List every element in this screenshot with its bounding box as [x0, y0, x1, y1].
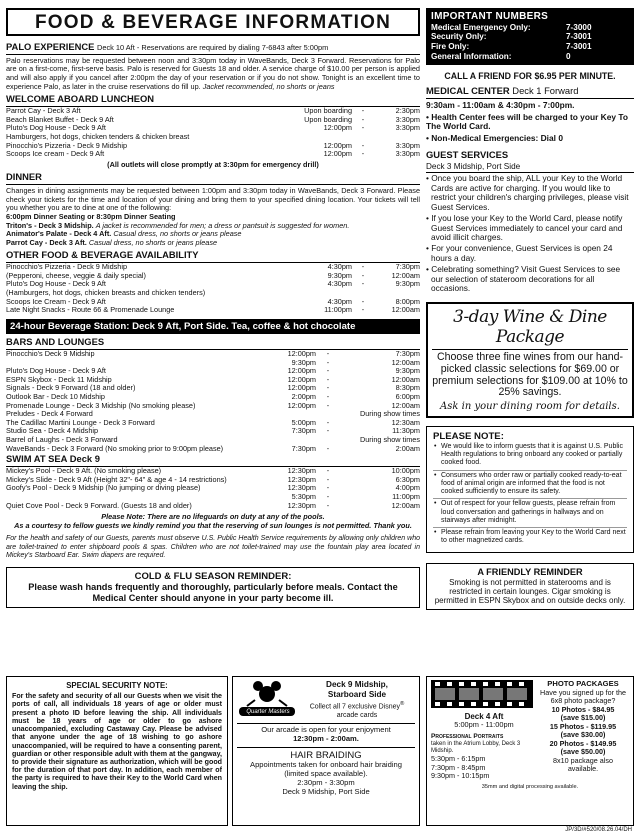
braiding-hours: 2:30pm - 3:30pm — [297, 778, 355, 788]
guest-bullet-1: • Once you board the ship, ALL your Key to the World Cards are active for charging. If you would like to restrict your children's charging privileges, please visit Guest Services. — [426, 172, 629, 213]
please-note-heading: PLEASE NOTE: — [433, 430, 504, 442]
dinner-heading: DINNER — [6, 172, 420, 185]
schedule-dash: - — [361, 140, 365, 150]
schedule-row — [6, 306, 420, 315]
schedule-row — [6, 419, 420, 428]
please-note-box — [426, 426, 634, 553]
please-note-item: • Consumers who order raw or partially cooked ready-to-eat food of animal origin are informed that the food is not cooked sufficiently to ensure its safety. — [433, 472, 627, 500]
schedule-name: Outlook Bar - Deck 10 Midship — [6, 393, 105, 402]
number-value: 0 — [566, 51, 571, 61]
number-row — [431, 32, 629, 42]
wine-ask: Ask in your dining room for details. — [440, 400, 620, 412]
animators-label: Animator's Palate - Deck 4 Aft. — [6, 229, 112, 239]
schedule-row — [6, 289, 420, 298]
swim-deck: Deck 9 — [69, 453, 100, 465]
schedule-dash: - — [326, 392, 330, 402]
schedule-end: 12:00am — [391, 400, 420, 410]
wine-heading: 3-day Wine & Dine Package — [432, 307, 628, 350]
schedule-row — [6, 150, 420, 159]
schedule-row — [6, 359, 420, 368]
portrait-time-1: 5:30pm - 6:15pm — [431, 754, 486, 764]
schedule-row — [6, 502, 420, 511]
schedule-name: Mickey's Slide - Deck 9 Aft (Height 32"- 64" & age 4 - 14 restrictions) — [6, 475, 227, 484]
portraits-location: taken in the Atrium Lobby, Deck 3 Midship. — [431, 740, 521, 755]
number-value: 7-3000 — [566, 22, 592, 32]
page-title: FOOD & BEVERAGE INFORMATION — [6, 8, 420, 36]
packages-intro: Have you signed up for the 6x8 photo package? — [540, 687, 626, 706]
schedule-name — [6, 493, 266, 502]
schedule-end: During show times — [359, 435, 420, 445]
guest-bullet-3: • For your convenience, Guest Services is open 24 hours a day. — [426, 243, 613, 264]
schedule-end: 7:30pm — [395, 262, 420, 272]
photo-box — [426, 676, 634, 826]
schedule-name: Pinocchio's Deck 9 Midship — [6, 350, 95, 358]
arcade-logo-text: Quarter Masters — [246, 709, 290, 715]
number-label: Fire Only: — [431, 42, 470, 52]
medical-title: MEDICAL CENTER — [426, 84, 510, 96]
schedule-start: 7:30pm — [291, 426, 316, 436]
schedule-name: Preludes - Deck 4 Forward — [6, 410, 93, 419]
schedule-end: 12:00am — [391, 270, 420, 280]
schedule-start: 11:00pm — [324, 305, 352, 315]
portrait-time-2: 7:30pm - 8:45pm — [431, 762, 486, 772]
tritons-dress: A jacket is recommended for men; a dress or pantsuit is suggested for women. — [95, 220, 350, 230]
palo-body: Palo reservations may be requested between noon and 3:30pm today in WaveBands, Deck 3 Forward. Reservations for Palo are on a first-come, first-serve basis. Palo is reserved for Guests 18 and older. A service charge of $10.00 per person is applied and will also apply if you cancel after 2:00pm the day of your reservation or if you do not show. Tonight is an excellent time to experience Palo, as later in the cruise reservations do fill up. — [6, 55, 420, 91]
arcade-logo — [237, 680, 299, 716]
medical-fees: • Health Center fees will be charged to your Key To The World Card. — [426, 111, 628, 132]
schedule-row — [6, 298, 420, 307]
portrait-time-3: 9:30pm - 10:15pm — [431, 771, 490, 781]
braiding-location: Deck 9 Midship, Port Side — [282, 787, 370, 797]
film-note: 35mm and digital processing available. — [481, 783, 579, 790]
number-row — [431, 52, 629, 62]
health-note: For the health and safety of our Guests, parents must observe U.S. Public Health Service requirements by allowing only children who are toilet-trained to enter shipboard pools & spas. Children who are not toilet-trained may use the fountain play area located in Mickey's Starboard Ear. Swim diapers are required. — [6, 535, 420, 559]
photo-packages — [537, 680, 629, 781]
package-10: 10 Photos - $84.95 — [551, 704, 615, 714]
arcade-loc-line2: Starboard Side — [327, 689, 387, 699]
schedule-start: 4:30pm — [327, 296, 352, 306]
schedule-end: 2:00am — [395, 443, 420, 453]
schedule-start: 12:00pm — [287, 374, 316, 384]
schedule-start: 12:00pm — [323, 140, 352, 150]
schedule-dash: - — [326, 466, 330, 476]
schedule-dash: - — [326, 374, 330, 384]
schedule-name: Mickey's Pool - Deck 9 Aft. (No smoking please) — [6, 467, 162, 476]
package-15-save: (save $30.00) — [560, 730, 606, 740]
schedule-start: 12:00pm — [287, 349, 316, 358]
number-label: Medical Emergency Only: — [431, 22, 531, 32]
call-friend: CALL A FRIEND FOR $6.95 PER MINUTE. — [444, 71, 616, 82]
lunch-heading: WELCOME ABOARD LUNCHEON — [6, 94, 420, 107]
schedule-end: 7:30pm — [395, 349, 420, 358]
schedule-name: (Pepperoni, cheese, veggie & daily special) — [6, 271, 146, 280]
number-row — [431, 23, 629, 33]
schedule-name: Pinocchio's Pizzeria - Deck 9 Midship — [6, 141, 128, 150]
lunch-note: (All outlets will close promptly at 3:30pm for emergency drill) — [107, 159, 319, 169]
schedule-name: Scoops Ice Cream - Deck 9 Aft — [6, 297, 106, 306]
palo-title: PALO EXPERIENCE — [6, 41, 95, 52]
lunch-list — [6, 107, 420, 159]
schedule-start: 5:00pm — [291, 417, 316, 427]
friendly-reminder-box — [426, 563, 634, 610]
arcade-location — [299, 680, 415, 720]
schedule-start: 12:00pm — [287, 383, 316, 393]
arcade-loc-line1: Deck 9 Midship, — [326, 680, 388, 689]
schedule-start: 12:30pm — [287, 500, 316, 510]
schedule-row — [6, 133, 420, 142]
schedule-start: Upon boarding — [304, 114, 352, 124]
schedule-dash: - — [326, 349, 330, 358]
schedule-dash: - — [326, 426, 330, 436]
schedule-dash: - — [361, 262, 365, 272]
friendly-text: Smoking is not permitted in staterooms and is restricted in certain lounges. Cigar smoking is permitted in ESPN Skybox and on outside decks only. — [434, 577, 626, 606]
please-note-list — [433, 443, 627, 548]
schedule-dash: - — [361, 296, 365, 306]
schedule-start: 12:00pm — [323, 149, 352, 159]
schedule-dash: - — [361, 114, 365, 124]
number-label: Security Only: — [431, 32, 487, 42]
schedule-name: Hamburgers, hot dogs, chicken tenders & chicken breast — [6, 132, 190, 141]
cold-flu-text: Please wash hands frequently and thoroughly, particularly before meals. Contact the Medical Center should anyone in your party become ill. — [28, 582, 398, 604]
photo-left — [431, 680, 537, 781]
schedule-start: 12:30pm — [287, 466, 316, 476]
number-value: 7-3001 — [566, 42, 592, 52]
schedule-dash: - — [361, 123, 365, 133]
cold-flu-box — [6, 567, 420, 608]
arcade-box — [232, 676, 420, 826]
schedule-start: 7:30pm — [291, 443, 316, 453]
schedule-row — [6, 384, 420, 393]
schedule-dash: - — [326, 383, 330, 393]
schedule-row — [6, 263, 420, 272]
schedule-end: 11:00pm — [392, 491, 420, 501]
medical-heading — [426, 86, 634, 99]
schedule-name: Pinocchio's Pizzeria - Deck 9 Midship — [6, 263, 128, 272]
braiding-text: Appointments taken for onboard hair braiding (limited space available). — [250, 760, 402, 779]
braiding-heading: HAIR BRAIDING — [237, 747, 415, 761]
schedule-row — [6, 272, 420, 281]
wine-package-box — [426, 302, 634, 417]
dinner-text: Changes in dining assignments may be requested between 1:00pm and 3:30pm today in WaveBands, Deck 3 Forward. Please check your tickets for the time and location of your dining and bring them to your specified dining location. Your tickets will tell you whether you are to dine at one of the following: — [6, 186, 420, 213]
arcade-collect-text: Collect all 7 exclusive Disney — [309, 703, 400, 711]
parrot-line — [6, 239, 420, 248]
schedule-row — [6, 445, 420, 454]
animators-dress: Casual dress, no shorts or jeans please — [113, 229, 242, 239]
schedule-dash: - — [326, 400, 330, 410]
schedule-name: Beach Blanket Buffet - Deck 9 Aft — [6, 115, 114, 124]
arcade-hours: 12:30pm - 2:00am. — [293, 734, 359, 744]
schedule-row — [6, 402, 420, 411]
schedule-end: 3:30pm — [395, 123, 420, 133]
schedule-name: The Cadillac Martini Lounge - Deck 3 Forward — [6, 418, 155, 427]
schedule-dash: - — [326, 491, 330, 501]
schedule-dash: - — [361, 279, 365, 289]
palo-head-note: Deck 10 Aft - Reservations are required by dialing 7-6843 after 5:00pm — [97, 43, 329, 52]
schedule-row — [6, 493, 420, 502]
guest-services-heading: GUEST SERVICES — [426, 149, 509, 161]
schedule-end: 4:00pm — [395, 483, 420, 493]
schedule-end: 3:30pm — [395, 140, 420, 150]
schedule-dash: - — [361, 106, 365, 116]
bars-heading: BARS AND LOUNGES — [6, 337, 420, 350]
schedule-end: 12:30am — [391, 417, 420, 427]
schedule-row — [6, 350, 420, 359]
schedule-start: 12:00pm — [287, 400, 316, 410]
portraits-heading: Professional Portraits — [431, 733, 504, 741]
parrot-label: Parrot Cay - Deck 3 Aft. — [6, 237, 87, 247]
schedule-row — [6, 436, 420, 445]
package-15: 15 Photos - $119.95 — [549, 721, 617, 731]
schedule-row — [6, 467, 420, 476]
guest-services-list — [426, 174, 634, 294]
security-text: For the safety and security of all our Guests when we visit the ports of call, all individuals 18 years of age or older must present a photo ID before leaving the ship. All individuals must be 18 years of age or older to go ashore unaccompanied, excluding Castaway Cay. Please be advised that anyone under the age of 18 wishing to go ashore unaccompanied, will be required to have a consenting parent, guardian or other responsible adult with them at the gangway, to provide their signature as authorization, which will be good for the duration of that port day. In addition, each member of the party is required to have their Key to the World Card when leaving the ship. — [12, 692, 222, 791]
palo-dress-code: Jacket recommended, no shorts or jeans — [202, 81, 335, 91]
schedule-dash: - — [326, 357, 330, 367]
schedule-end: 9:30pm — [395, 279, 420, 289]
number-row — [431, 42, 629, 52]
guest-services-location: Deck 3 Midship, Port Side — [426, 162, 634, 173]
bars-list — [6, 350, 420, 453]
schedule-name: ESPN Skybox - Deck 11 Midship — [6, 375, 112, 384]
parrot-dress: Casual dress, no shorts or jeans please — [88, 237, 218, 247]
schedule-name: Parrot Cay - Deck 3 Aft — [6, 107, 81, 116]
schedule-name: Promenade Lounge - Deck 3 Midship (No smoking please) — [6, 401, 196, 410]
footer-code: JP/3D/#520/08.26.04/DH — [565, 827, 632, 833]
schedule-start: 12:00pm — [323, 123, 352, 133]
lounge-note: As a courtesy to fellow guests we kindly remind you that the reserving of sun lounges is not permitted. Thank you. — [14, 520, 412, 530]
cold-flu-heading: COLD & FLU SEASON REMINDER: — [134, 571, 292, 583]
schedule-name: (Hamburgers, hot dogs, chicken breasts and chicken tenders) — [6, 289, 206, 298]
photo-content — [431, 680, 629, 781]
schedule-dash: - — [326, 483, 330, 493]
important-numbers-heading: IMPORTANT NUMBERS — [431, 11, 549, 22]
palo-text — [6, 57, 420, 91]
schedule-name: Scoops Ice cream - Deck 9 Aft — [6, 150, 105, 159]
schedule-row — [6, 476, 420, 485]
schedule-row — [6, 393, 420, 402]
right-column — [426, 8, 634, 610]
schedule-end: 12:00am — [391, 357, 420, 367]
schedule-row — [6, 280, 420, 289]
schedule-name — [6, 359, 266, 368]
schedule-dash: - — [326, 500, 330, 510]
schedule-dash: - — [326, 417, 330, 427]
medical-deck: Deck 1 Forward — [512, 84, 579, 96]
schedule-end: 6:00pm — [395, 392, 420, 402]
schedule-start: 2:00pm — [291, 392, 316, 402]
photo-hours: 5:00pm - 11:00pm — [454, 720, 514, 730]
left-column — [6, 8, 420, 608]
schedule-end: 12:00am — [391, 305, 420, 315]
schedule-dash: - — [326, 474, 330, 484]
schedule-dash: - — [326, 366, 330, 376]
please-note-item: • We would like to inform guests that it is against U.S. Public Health regulations to bring onboard any cooked or partially cooked food. — [433, 443, 627, 471]
tritons-label: Triton's - Deck 3 Midship. — [6, 220, 94, 230]
schedule-start: 4:30pm — [327, 262, 352, 272]
schedule-row — [6, 124, 420, 133]
schedule-name: Quiet Cove Pool - Deck 9 Forward. (Guests 18 and older) — [6, 501, 192, 510]
schedule-end: 2:30pm — [395, 106, 420, 116]
palo-heading — [6, 42, 420, 55]
other-food-list — [6, 263, 420, 315]
swim-title: SWIM AT SEA — [6, 453, 68, 465]
package-10-save: (save $15.00) — [560, 713, 606, 723]
number-label: General Information: — [431, 51, 512, 61]
guest-bullet-4: • Celebrating something? Visit Guest Services to see our selection of stateroom decorations for all occasions. — [426, 263, 621, 294]
schedule-row — [6, 410, 420, 419]
arcade-header — [237, 680, 415, 720]
number-value: 7-3001 — [566, 32, 592, 42]
package-20-save: (save $50.00) — [560, 747, 606, 757]
schedule-name: Pluto's Dog House - Deck 9 Aft — [6, 280, 106, 289]
schedule-dash: - — [361, 270, 365, 280]
important-numbers-list — [431, 23, 629, 62]
swim-heading — [6, 454, 420, 467]
package-20: 20 Photos - $149.95 — [549, 738, 617, 748]
schedule-name: WaveBands - Deck 3 Forward (No smoking prior to 9:00pm please) — [6, 444, 224, 453]
schedule-row — [6, 427, 420, 436]
packages-heading: PHOTO PACKAGES — [547, 679, 619, 688]
schedule-end: 10:00pm — [391, 466, 420, 476]
schedule-start: 9:30pm — [291, 357, 316, 367]
schedule-row — [6, 367, 420, 376]
schedule-name: Studio Sea - Deck 4 Midship — [6, 427, 99, 436]
schedule-start: 5:30pm — [291, 491, 316, 501]
schedule-end: 6:30pm — [395, 474, 420, 484]
medical-nonemergency: • Non-Medical Emergencies: Dial 0 — [426, 133, 563, 144]
schedule-row — [6, 376, 420, 385]
other-food-heading: OTHER FOOD & BEVERAGE AVAILABILITY — [6, 250, 420, 263]
schedule-row — [6, 107, 420, 116]
beverage-station-bar: 24-hour Beverage Station: Deck 9 Aft, Port Side. Tea, coffee & hot chocolate — [6, 319, 420, 334]
schedule-name: Signals - Deck 9 Forward (18 and older) — [6, 384, 136, 393]
swim-list — [6, 467, 420, 510]
schedule-dash: - — [326, 443, 330, 453]
schedule-start: 4:30pm — [327, 279, 352, 289]
please-note-item: • Please refrain from leaving your Key to the World Card next to other magnetized cards. — [433, 529, 627, 548]
schedule-name: Pluto's Dog House - Deck 9 Aft — [6, 367, 106, 376]
schedule-dash: - — [361, 149, 365, 159]
schedule-start: 12:30pm — [287, 474, 316, 484]
schedule-name: Barrel of Laughs - Deck 3 Forward — [6, 436, 118, 445]
schedule-end: 3:30pm — [395, 149, 420, 159]
schedule-end: 12:00am — [391, 500, 420, 510]
guest-bullet-2: • If you lose your Key to the World Card, please notify Guest Services immediately to cancel your card and avoid illicit charges. — [426, 212, 623, 243]
schedule-name: Goofy's Pool - Deck 9 Midship (No jumping or diving please) — [6, 484, 201, 493]
friendly-heading: A FRIENDLY REMINDER — [477, 566, 583, 577]
schedule-start: 12:00pm — [287, 366, 316, 376]
please-note-item: • Out of respect for your fellow guests, please refrain from loud conversation and gatherings in hallways and on stairways after midnight. — [433, 500, 627, 528]
photo-location: Deck 4 Aft — [464, 712, 504, 721]
schedule-start: Upon boarding — [304, 106, 352, 116]
wine-body: Choose three fine wines from our hand-picked classic selections for $69.00 or premium selections for $109.00 at 10% to 25% savings. — [432, 351, 628, 399]
package-note: 8x10 package also available. — [553, 755, 613, 774]
schedule-end: During show times — [359, 409, 420, 419]
arcade-collect: Collect all 7 exclusive Disney® — [309, 701, 405, 711]
schedule-end: 9:30pm — [395, 366, 420, 376]
lifeguard-note: Please Note: There are no lifeguards on duty at any of the pools. — [101, 512, 325, 522]
medical-hours: 9:30am - 11:00am & 4:30pm - 7:00pm. — [426, 99, 575, 110]
security-heading: SPECIAL SECURITY NOTE: — [66, 681, 168, 690]
schedule-start: 9:30pm — [327, 270, 352, 280]
schedule-end: 8:30pm — [395, 383, 420, 393]
schedule-name: Late Night Snacks - Route 66 & Promenade Lounge — [6, 306, 175, 315]
schedule-row — [6, 484, 420, 493]
schedule-end: 8:00pm — [395, 296, 420, 306]
dinner-seating: 6:00pm Dinner Seating or 8:30pm Dinner Seating — [6, 211, 176, 221]
schedule-dash: - — [361, 305, 365, 315]
schedule-end: 3:30pm — [395, 114, 420, 124]
schedule-row — [6, 142, 420, 151]
arcade-open: Our arcade is open for your enjoyment — [237, 723, 415, 735]
schedule-row — [6, 116, 420, 125]
important-numbers-box — [426, 8, 634, 65]
schedule-end: 11:30pm — [392, 426, 420, 436]
arcade-collect-cards: arcade cards — [336, 711, 378, 719]
security-box — [6, 676, 228, 826]
schedule-start: 12:30pm — [287, 483, 316, 493]
film-strip-icon — [431, 680, 533, 708]
schedule-end: 12:00am — [391, 374, 420, 384]
schedule-name: Pluto's Dog House - Deck 9 Aft — [6, 124, 106, 133]
